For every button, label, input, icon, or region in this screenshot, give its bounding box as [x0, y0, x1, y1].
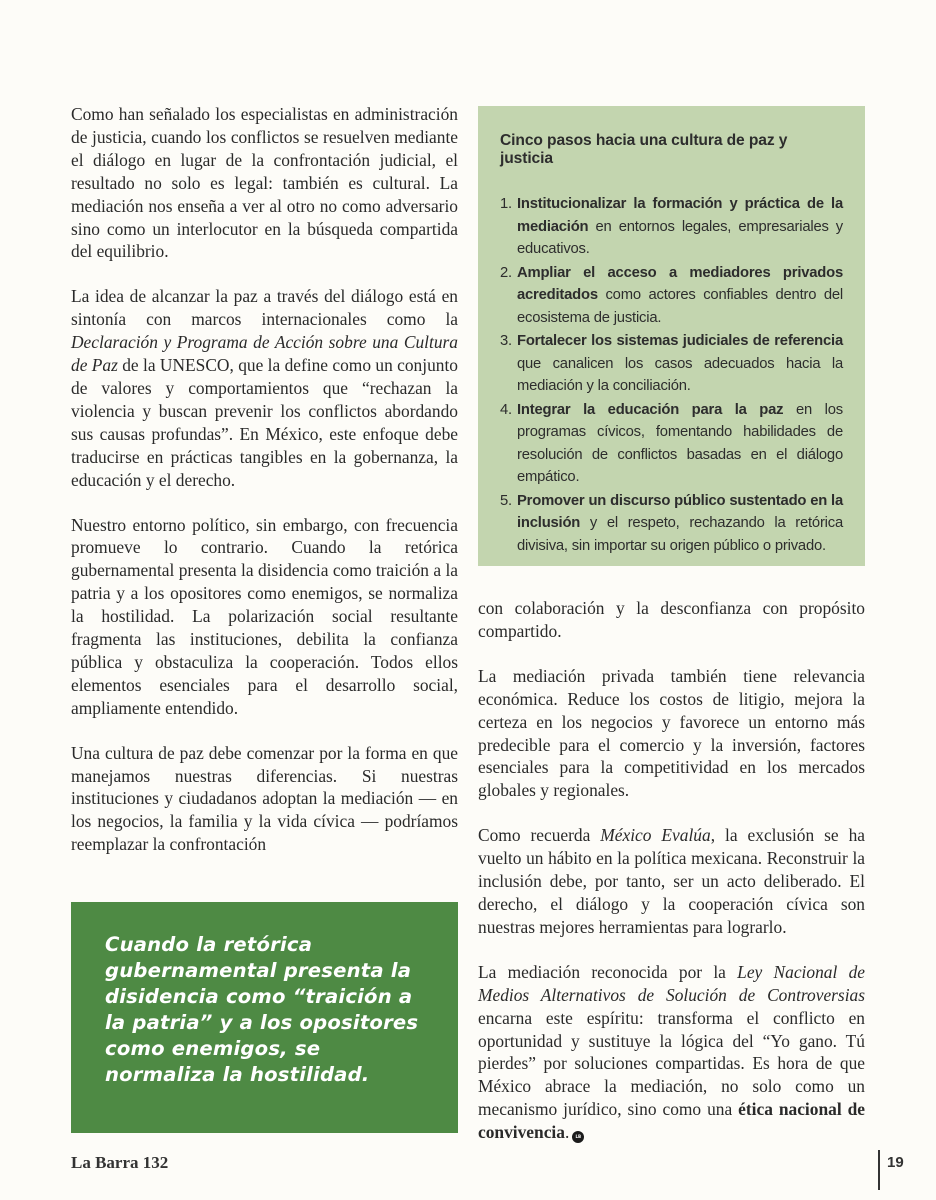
- organization-name-italic: México Evalúa: [600, 825, 711, 846]
- sidebar-title: Cinco pasos hacia una cultura de paz y justicia: [500, 132, 788, 167]
- text-run: Como recuerda: [478, 825, 601, 846]
- item-number: 1.: [500, 196, 512, 212]
- right-column: [478, 597, 865, 1166]
- paragraph: [71, 285, 458, 491]
- footer-divider: [878, 1150, 880, 1190]
- list-item: [500, 330, 843, 398]
- item-text: [517, 262, 843, 330]
- text-run: , la exclusión se ha vuelto un hábito en la política mexicana. Reconstruir la inclusión debe, por tanto, ser un acto deliberado. El derecho, el diálogo y la cooperación cívica son nuestras mejores herramientas para lograrlo.: [478, 825, 866, 937]
- emphasis-bold: ética nacional de convivencia: [478, 1099, 865, 1143]
- item-number: 5.: [500, 492, 512, 509]
- item-bold: Fortalecer los sistemas judiciales de referencia: [517, 333, 843, 349]
- paragraph: con colaboración y la desconfianza con propósito compartido.: [478, 598, 865, 641]
- paragraph: Nuestro entorno político, sin embargo, con frecuencia promueve lo contrario. Cuando la retórica gubernamental presenta la disidencia como traición a la patria y a los opositores como enemigos, se normaliza la hostilidad. La polarización social resultante fragmenta las instituciones, debilita la confianza pública y obstaculiza la cooperación. Todos ellos elementos esenciales para el desarrollo social, ampliamente entendido.: [71, 514, 458, 718]
- steps-list: [500, 193, 843, 557]
- item-number: 2.: [500, 264, 512, 281]
- paragraph: [478, 961, 865, 1144]
- list-item: [500, 193, 843, 261]
- magazine-name: La Barra 132: [71, 1153, 169, 1172]
- item-bold: Institucionalizar la formación y práctica de la mediación: [517, 196, 843, 235]
- text-run: .: [564, 1122, 570, 1143]
- item-rest: y el respeto, rechazando la retórica divisiva, sin importar su origen público o privado.: [517, 515, 843, 554]
- item-number: 4.: [500, 401, 512, 418]
- paragraph: [478, 824, 865, 939]
- item-text: [517, 399, 843, 489]
- item-bold: Promover un discurso público sustentado en la inclusión: [517, 492, 843, 531]
- item-rest: como actores confiables dentro del ecosistema de justicia.: [517, 287, 843, 326]
- paragraph: Como han señalado los especialistas en administración de justicia, cuando los conflictos se resuelven mediante el diálogo en lugar de la confrontación judicial, el resultado no solo es legal: también es cultural. La mediación nos enseña a ver al otro no como adversario sino como un interlocutor en la búsqueda compartida del equilibrio.: [71, 104, 458, 262]
- item-number: 3.: [500, 333, 512, 349]
- text-run: encarna este espíritu: transforma el conflicto en oportunidad y sustituye la lógica del “Yo gano. Tú pierdes” por soluciones compartidas. Es hora de que México abrace la mediación, no solo como un mecanismo jurídico, sino como una: [478, 1007, 865, 1120]
- paragraph: La mediación privada también tiene relevancia económica. Reduce los costos de litigio, mejora la certeza en los negocios y favorece un entorno más predecible para el comercio y la inversión, factores esenciales para la competitividad en los mercados globales y regionales.: [478, 665, 865, 801]
- paragraph: Una cultura de paz debe comenzar por la forma en que manejamos nuestras diferencias. Si nuestras instituciones y ciudadanos adoptan la mediación — en los negocios, la familia y la vida cívica — podríamos reemplazar la confrontación: [71, 742, 458, 855]
- pull-quote: Cuando la retórica gubernamental presenta la disidencia como “traición a la patria” y a los opositores como enemigos, se normaliza la hostilidad.: [71, 902, 458, 1133]
- item-text: [517, 330, 843, 398]
- item-rest: en entornos legales, empresariales y educativos.: [517, 218, 843, 257]
- text-run: de la UNESCO, que la define como un conjunto de valores y comportamientos que “rechazan la violencia y buscan prevenir los conflictos abordando sus causas profundas”. En México, este enfoque debe traducirse en prácticas tangibles en la gobernanza, la educación y el derecho.: [71, 355, 458, 490]
- item-bold: Ampliar el acceso a mediadores privados acreditados: [517, 264, 843, 303]
- item-rest: que canalicen los casos adecuados hacia la mediación y la conciliación.: [517, 355, 843, 394]
- item-text: [517, 490, 843, 558]
- sidebar-box: [478, 106, 865, 566]
- page-number: 19: [887, 1154, 904, 1171]
- item-rest: en los programas cívicos, fomentando habilidades de resolución de conflictos basadas en el diálogo empático.: [517, 401, 843, 485]
- list-item: [500, 399, 843, 489]
- document-title-italic: Declaración y Programa de Acción sobre una Cultura de Paz: [71, 332, 458, 376]
- left-column: [71, 103, 458, 878]
- list-item: [500, 262, 843, 330]
- end-mark-icon: LB: [572, 1131, 584, 1143]
- text-run: La idea de alcanzar la paz a través del diálogo está en sintonía con marcos internacionales como la: [71, 286, 458, 330]
- item-text: [517, 193, 843, 261]
- text-run: La mediación reconocida por la: [478, 961, 738, 982]
- item-bold: Integrar la educación para la paz: [517, 401, 784, 418]
- law-title-italic: Ley Nacional de Medios Alternativos de Solución de Controversias: [478, 961, 865, 1005]
- list-item: [500, 490, 843, 558]
